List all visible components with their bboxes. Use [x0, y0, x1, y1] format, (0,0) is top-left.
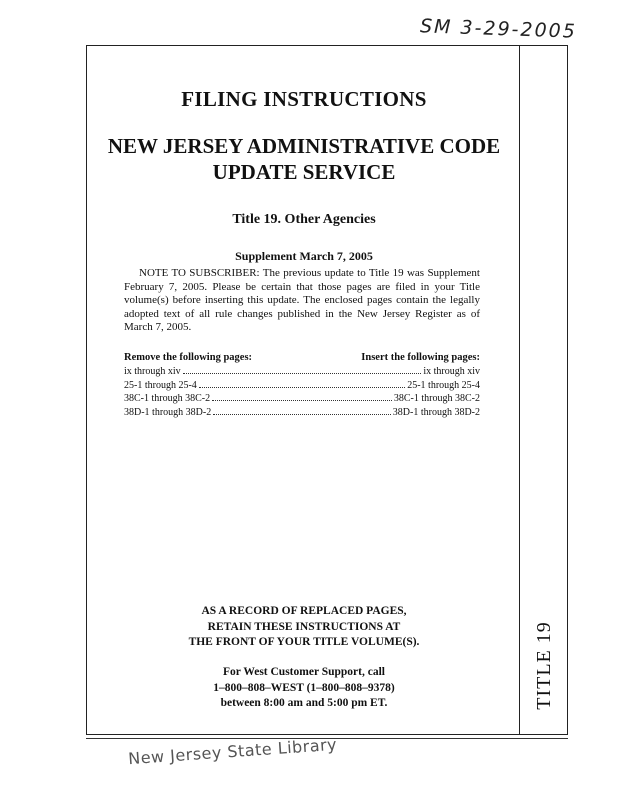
support-phone: 1–800–808–WEST (1–800–808–9378): [213, 681, 395, 694]
spine-label-text: TITLE 19: [532, 620, 555, 710]
insert-pages-header: Insert the following pages:: [361, 352, 480, 363]
dot-leader: [212, 400, 392, 401]
insert-range: ix through xiv: [423, 366, 480, 377]
spine-divider: [519, 45, 520, 735]
support-hours: between 8:00 am and 5:00 pm ET.: [220, 697, 388, 709]
customer-support: [92, 665, 516, 712]
support-line1: For West Customer Support, call: [223, 666, 385, 678]
subscriber-note: NOTE TO SUBSCRIBER: The previous update to Title 19 was Supplement February 7, 2005. Please be certain that those pages are filed in your Title volume(s) before inserting this update. The enclosed pages contain the legally adopted text of all rule changes published in the New Jersey Register as of March 7, 2005.: [124, 267, 480, 333]
remove-range: 25-1 through 25-4: [124, 379, 197, 391]
dot-leader: [199, 387, 405, 388]
handwritten-date-note: SM 3-29-2005: [419, 15, 578, 43]
code-title: [92, 133, 516, 185]
page-table-header: [124, 351, 480, 365]
insert-range: 38D-1 through 38D-2: [392, 406, 480, 418]
remove-range: 38C-1 through 38C-2: [124, 393, 211, 404]
dot-leader: [213, 414, 391, 415]
spine-label: [527, 610, 561, 720]
page-row: [124, 406, 480, 420]
page-replacement-table: [124, 351, 480, 419]
supplement-date: Supplement March 7, 2005: [235, 249, 373, 263]
document-body: [92, 45, 516, 735]
retain-line2: RETAIN THESE INSTRUCTIONS AT: [207, 620, 401, 633]
retain-line1: AS A RECORD OF REPLACED PAGES,: [201, 605, 407, 617]
remove-range: 38D-1 through 38D-2: [124, 406, 212, 418]
remove-range: ix through xiv: [124, 366, 181, 377]
insert-range: 25-1 through 25-4: [407, 379, 480, 391]
remove-pages-header: Remove the following pages:: [124, 352, 253, 363]
code-title-line2: UPDATE SERVICE: [212, 160, 396, 184]
insert-range: 38C-1 through 38C-2: [393, 393, 480, 404]
retain-line3: THE FRONT OF YOUR TITLE VOLUME(S).: [188, 636, 420, 648]
page-row: [124, 365, 480, 379]
dot-leader: [183, 373, 422, 374]
page-row: [124, 379, 480, 393]
retain-instructions: [92, 604, 516, 651]
code-title-line1: NEW JERSEY ADMINISTRATIVE CODE: [107, 134, 501, 158]
page-heading: FILING INSTRUCTIONS: [181, 87, 427, 111]
library-stamp: New Jersey State Library: [127, 734, 338, 769]
page-row: [124, 392, 480, 406]
title-name: Title 19. Other Agencies: [232, 212, 376, 227]
